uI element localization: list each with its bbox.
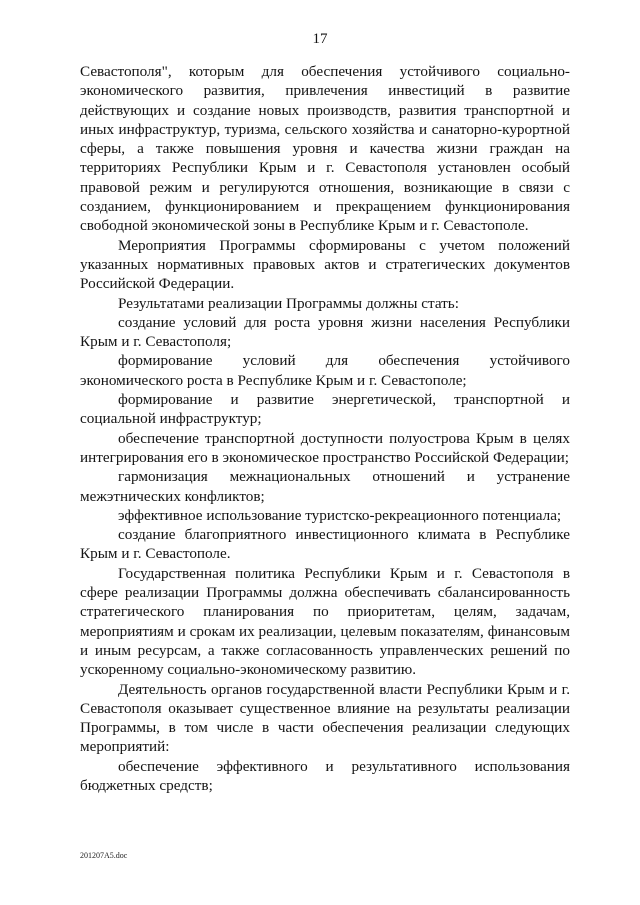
list-item-interethnic-relations: гармонизация межнациональных отношений и устранение межэтнических конфликтов; — [80, 468, 570, 505]
file-name-footer: 201207A5.doc — [80, 851, 128, 860]
list-item-living-standards: создание условий для роста уровня жизни населения Республики Крым и г. Севастополя; — [80, 313, 570, 351]
paragraph-authorities-activity: Деятельность органов государственной власти Республики Крым и г. Севастополя оказывает существенное влияние на результаты реализации Программы, в том числе в части обеспечения реализации следующих мероприятий: — [80, 680, 570, 756]
list-item-infrastructure: формирование и развитие энергетической, транспортной и социальной инфраструктур; — [80, 391, 570, 428]
list-item-investment-climate: создание благоприятного инвестиционного климата в Республике Крым и г. Севастополе. — [80, 526, 570, 563]
document-body — [80, 62, 570, 795]
paragraph-measures-basis: Мероприятия Программы сформированы с учетом положений указанных нормативных правовых актов и стратегических документов Российской Федерации. — [80, 236, 570, 293]
paragraph-continuation: Севастополя", которым для обеспечения устойчивого социально-экономического развития, привлечения инвестиций в развитие действующих и создание новых производств, развития транспортной и иных инфраструктур, туризма, сельского хозяйства и санаторно-курортной сферы, а также повышения уровня и качества жизни граждан на территориях Республики Крым и г. Севастополя установлен особый правовой режим и регулируются отношения, возникающие в связи с созданием, функционированием и прекращением функционирования свободной экономической зоны в Республике Крым и г. Севастополе. — [80, 63, 570, 235]
list-item-tourism: эффективное использование туристско-рекреационного потенциала; — [118, 506, 562, 524]
list-item-economic-growth: формирование условий для обеспечения устойчивого экономического роста в Республике Крым и г. Севастополе; — [80, 352, 570, 389]
page-number: 17 — [312, 31, 328, 47]
paragraph-state-policy: Государственная политика Республики Крым и г. Севастополя в сфере реализации Программы должна обеспечивать сбалансированность стратегического планирования по приоритетам, целям, задачам, мероприятиям и срокам их реализации, целевым показателям, финансовым и иным ресурсам, а также согласованность управленческих решений по ускоренному социально-экономическому развитию. — [80, 564, 570, 679]
list-item-transport-access: обеспечение транспортной доступности полуострова Крым в целях интегрирования его в экономическое пространство Российской Федерации; — [80, 429, 570, 466]
paragraph-results-intro: Результатами реализации Программы должны стать: — [118, 294, 459, 312]
list-item-budget-use: обеспечение эффективного и результативного использования бюджетных средств; — [80, 757, 570, 794]
